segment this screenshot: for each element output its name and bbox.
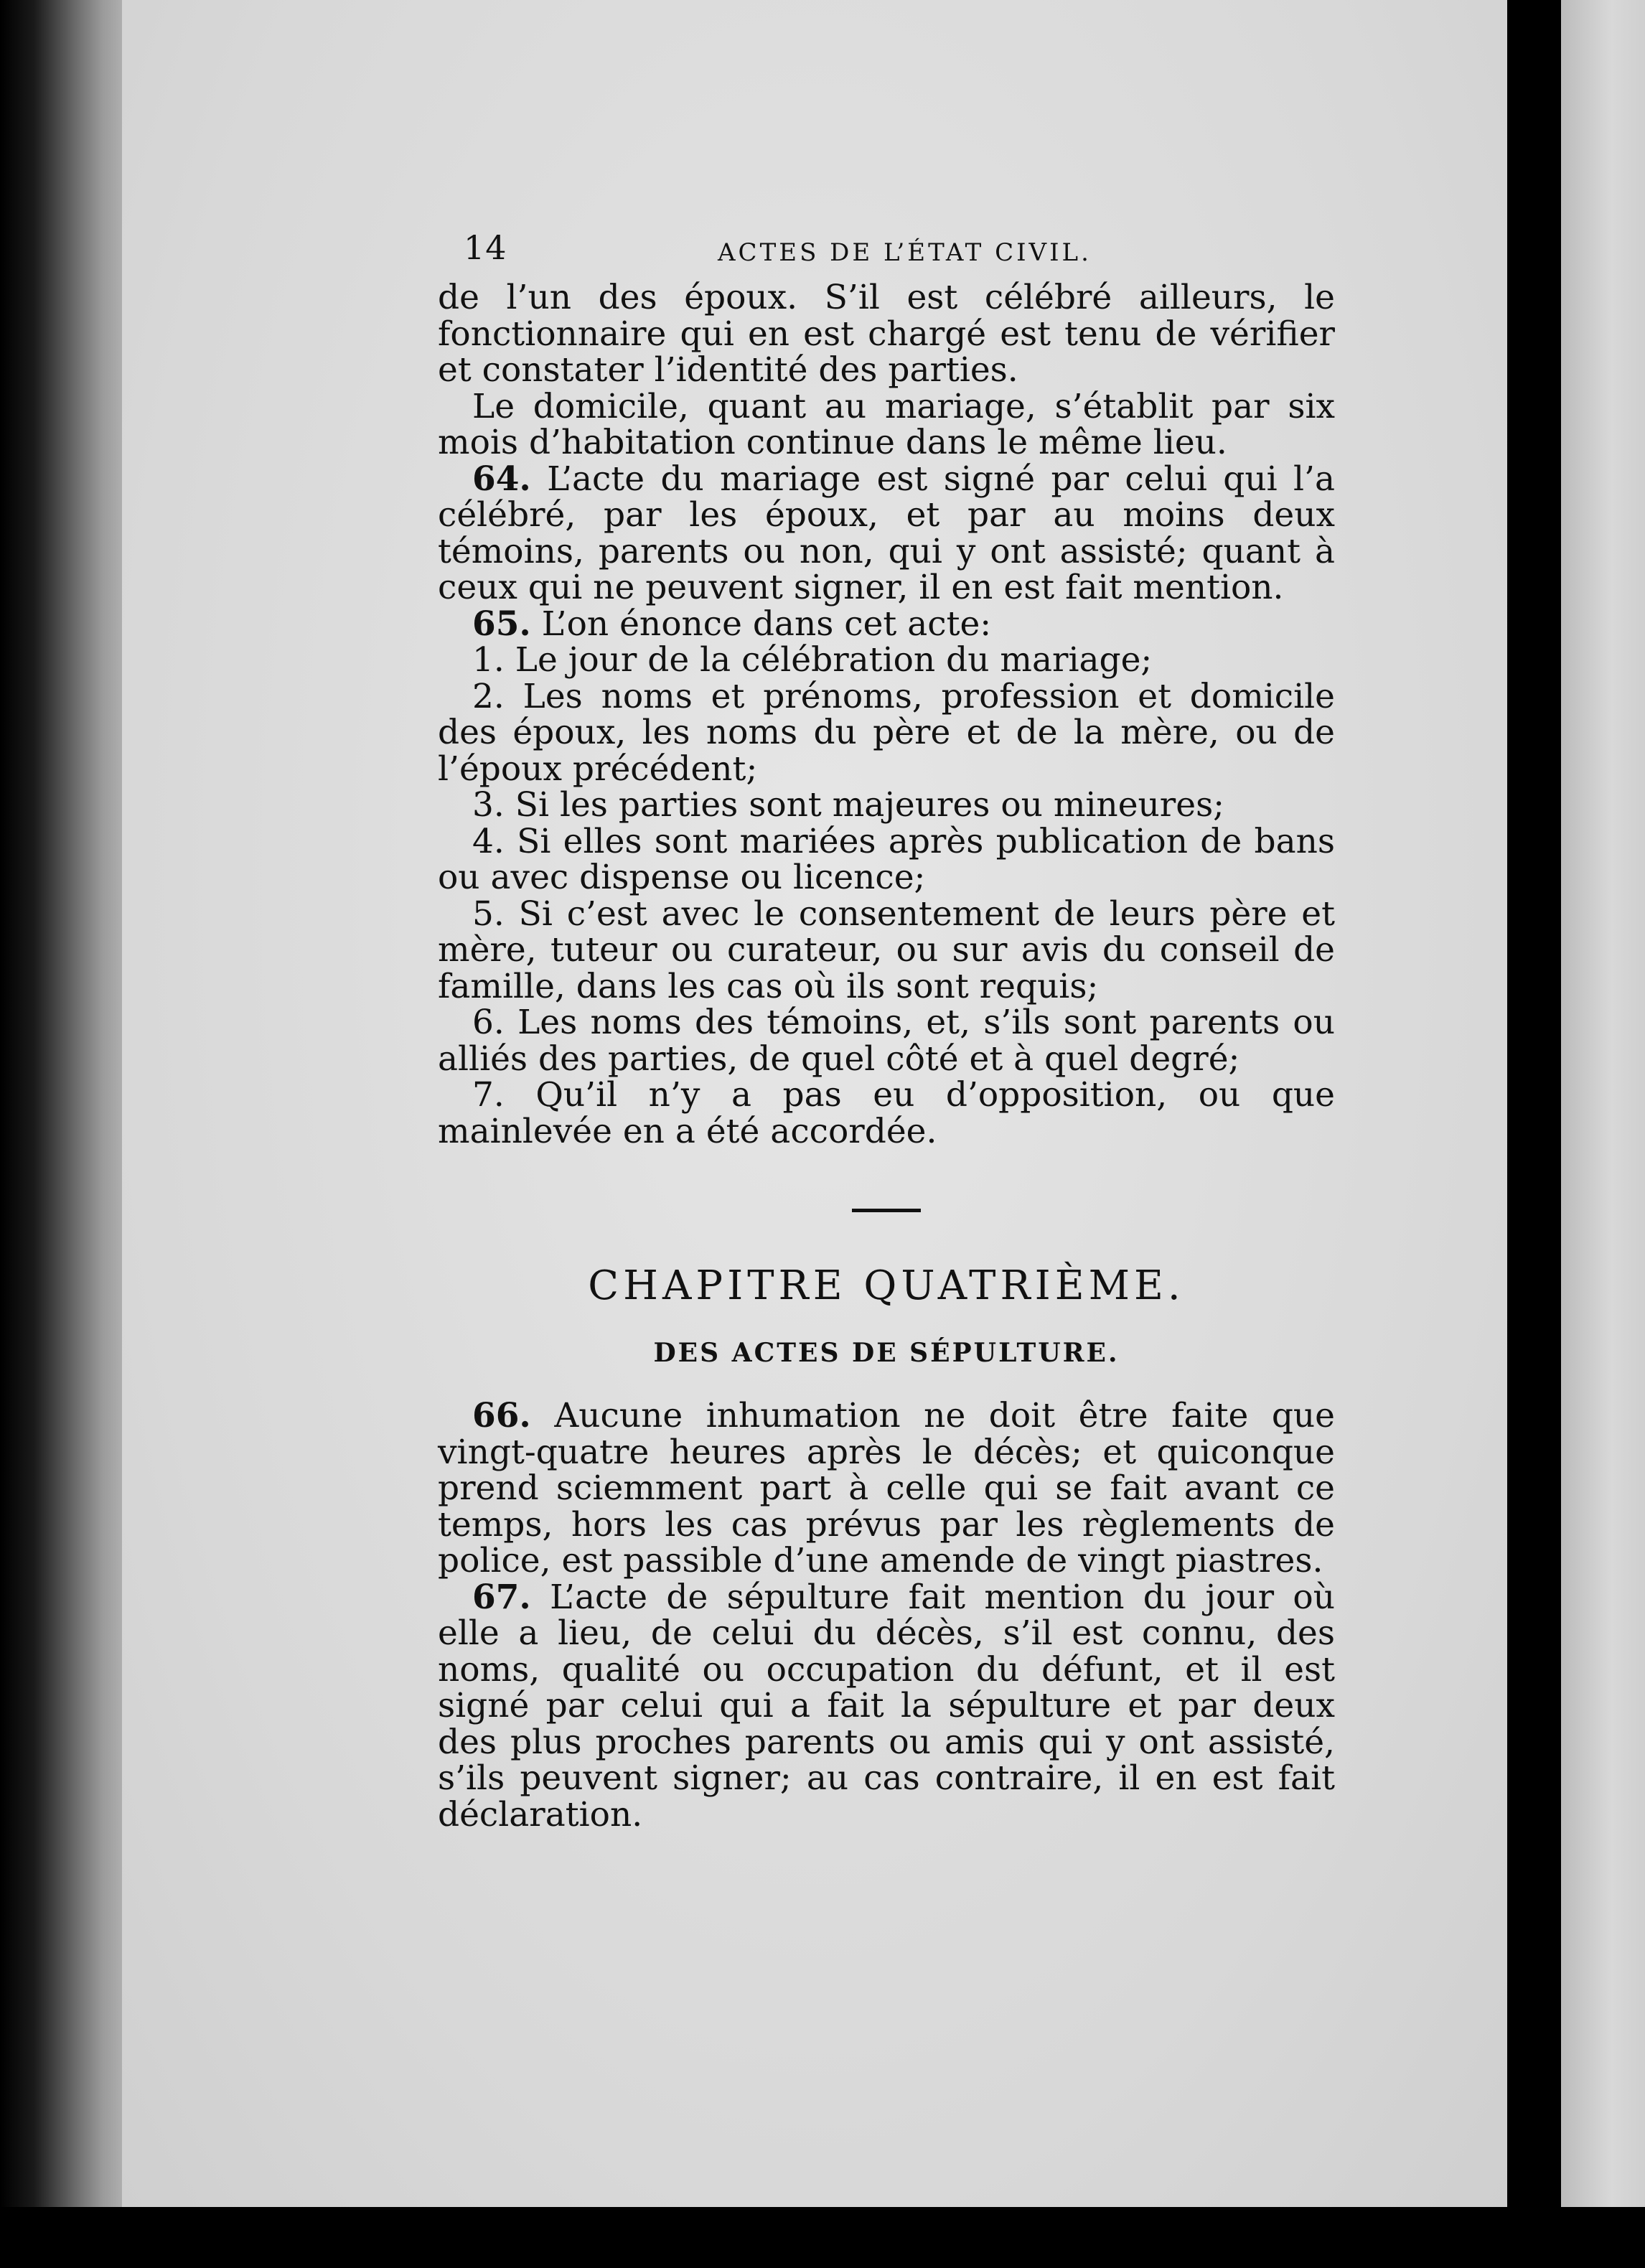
article-text: L’acte de sépulture fait mention du jour où elle a lieu, de celui du décès, s’il est connu, des noms, qualité ou occupation du défunt, et il est signé par celui qui a fait la sépulture et par deux des plus proches parents ou amis qui y ont assisté, s’ils peuvent signer; au cas contraire, il en est fait déclaration. <box>438 1577 1335 1834</box>
chapter-title: CHAPITRE QUATRIÈME. <box>588 1262 1185 1309</box>
article-number: 67. <box>472 1577 531 1617</box>
running-head <box>438 215 1335 280</box>
list-item: 3. Si les parties sont majeures ou mineures; <box>472 785 1225 825</box>
list-item: 2. Les noms et prénoms, profession et domicile des époux, les noms du père et de la mère, ou de l’époux précédent; <box>438 676 1335 789</box>
article-67 <box>438 1577 1335 1834</box>
paragraph-continuation: de l’un des époux. S’il est célébré ailleurs, le fonctionnaire qui en est chargé est tenu de vérifier et constater l’identité des parties. <box>438 278 1335 390</box>
article-number: 66. <box>472 1396 531 1435</box>
article-number: 65. <box>472 604 531 644</box>
scan-bottom-border <box>0 2207 1645 2268</box>
article-number: 64. <box>472 459 531 499</box>
page-number: 14 <box>464 228 507 267</box>
list-item: 5. Si c’est avec le consentement de leurs père et mère, tuteur ou curateur, ou sur avis du conseil de famille, dans les cas où ils sont requis; <box>438 894 1335 1006</box>
list-item: 7. Qu’il n’y a pas eu d’opposition, ou que mainlevée en a été accordée. <box>438 1075 1335 1151</box>
facing-page-edge <box>1561 0 1645 2268</box>
article-66 <box>438 1398 1335 1580</box>
article-65 <box>438 606 1335 643</box>
list-item: 4. Si elles sont mariées après publication de bans ou avec dispense ou licence; <box>438 821 1335 897</box>
list-item: 1. Le jour de la célébration du mariage; <box>472 640 1153 680</box>
paragraph-domicile: Le domicile, quant au mariage, s’établit par six mois d’habitation continue dans le même lieu. <box>438 386 1335 462</box>
list-item: 6. Les noms des témoins, et, s’ils sont parents ou alliés des parties, de quel côté et à quel degré; <box>438 1003 1335 1079</box>
running-title: ACTES DE L’ÉTAT CIVIL. <box>718 238 1092 267</box>
section-title: DES ACTES DE SÉPULTURE. <box>653 1338 1120 1368</box>
book-binding-edge <box>0 0 136 2268</box>
page-gutter-shadow <box>1507 0 1561 2268</box>
page-content <box>438 215 1335 1833</box>
section-divider <box>852 1209 921 1212</box>
article-text: L’acte du mariage est signé par celui qui l’a célébré, par les époux, et par au moins deux témoins, parents ou non, qui y ont assisté; quant à ceux qui ne peuvent signer, il en est fait mention. <box>438 459 1335 607</box>
article-64 <box>438 461 1335 606</box>
article-text: L’on énonce dans cet acte: <box>530 604 992 644</box>
article-text: Aucune inhumation ne doit être faite que vingt-quatre heures après le décès; et quiconque prend sciemment part à celle qui se fait avant ce temps, hors les cas prévus par les règlements de police, est passible d’une amende de vingt piastres. <box>438 1396 1335 1580</box>
